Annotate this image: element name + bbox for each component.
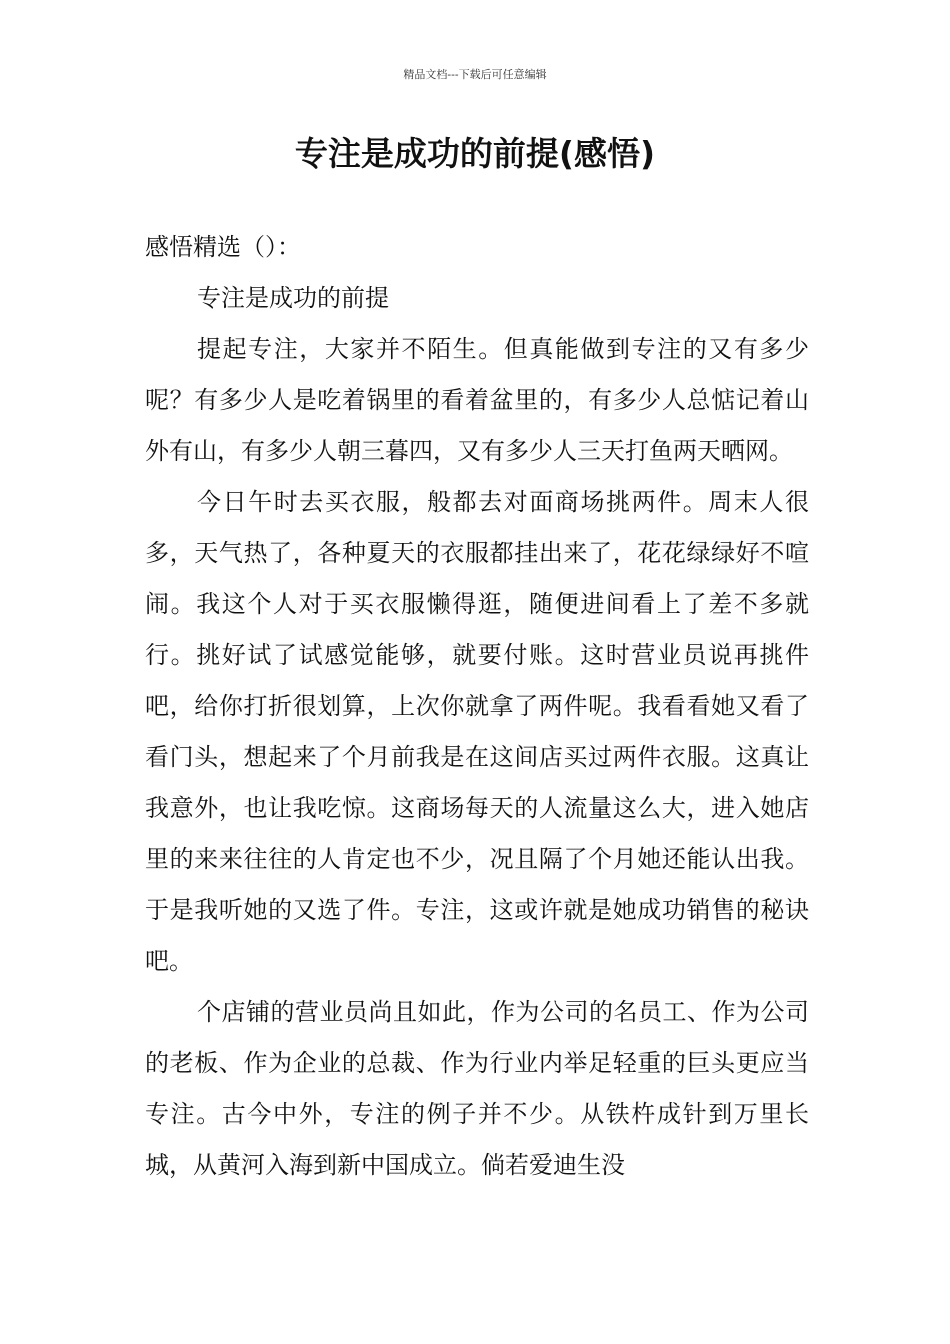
header-note: 精品文档---下载后可任意编辑 xyxy=(403,68,547,81)
document-body xyxy=(145,222,809,1191)
subheading: 专注是成功的前提 xyxy=(197,284,389,312)
paragraph-1: 提起专注，大家并不陌生。但真能做到专注的又有多少呢？有多少人是吃着锅里的看着盆里的，有多少人总惦记着山外有山，有多少人朝三暮四，又有多少人三天打鱼两天晒网。 xyxy=(145,335,809,465)
paragraph-3: 个店铺的营业员尚且如此，作为公司的名员工、作为公司的老板、作为企业的总裁、作为行业内举足轻重的巨头更应当专注。古今中外，专注的例子并不少。从铁杵成针到万里长城，从黄河入海到新中国成立。倘若爱迪生没 xyxy=(145,998,809,1179)
paragraph-2: 今日午时去买衣服，般都去对面商场挑两件。周末人很多，天气热了，各种夏天的衣服都挂出来了，花花绿绿好不喧闹。我这个人对于买衣服懒得逛，随便进间看上了差不多就行。挑好试了试感觉能够，就要付账。这时营业员说再挑件吧，给你打折很划算，上次你就拿了两件呢。我看看她又看了看门头，想起来了个月前我是在这间店买过两件衣服。这真让我意外，也让我吃惊。这商场每天的人流量这么大，进入她店里的来来往往的人肯定也不少，况且隔了个月她还能认出我。于是我听她的又选了件。专注，这或许就是她成功销售的秘诀吧。 xyxy=(145,488,809,975)
lead-line: 感悟精选（）： xyxy=(145,233,301,261)
document-title: 专注是成功的前提(感悟) xyxy=(294,134,656,173)
